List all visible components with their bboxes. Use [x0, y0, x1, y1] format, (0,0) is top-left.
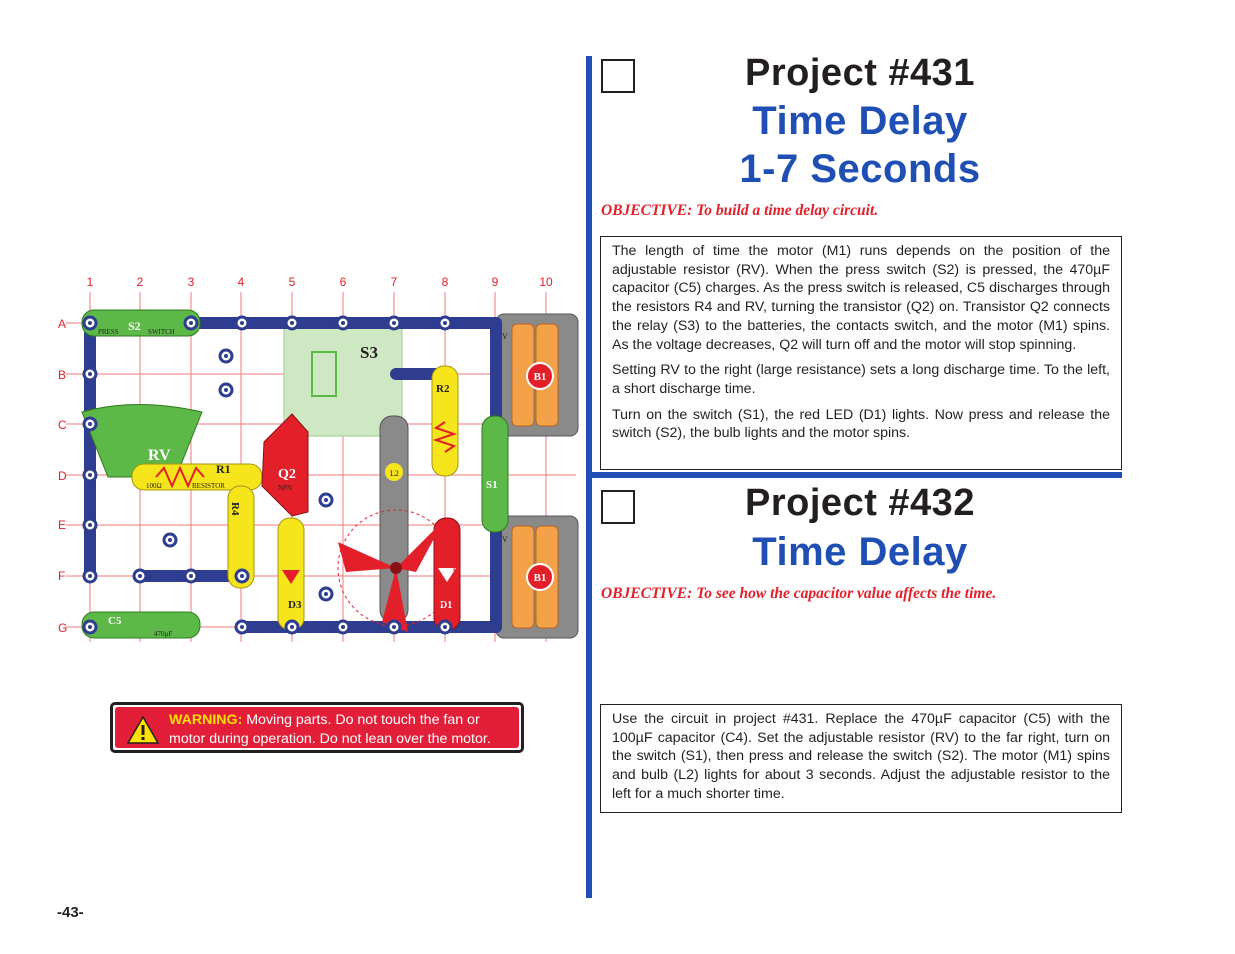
b1-label: B1 [533, 371, 547, 383]
column-labels [87, 275, 553, 289]
snap-point-center [224, 388, 228, 392]
snap-point-center [324, 592, 328, 596]
battery-b1-top [496, 314, 578, 436]
col-label: 5 [288, 275, 296, 289]
project-431-objective: OBJECTIVE: To build a time delay circuit. [601, 202, 879, 219]
project-431-paragraph-2: Setting RV to the right (large resistance) sets a long discharge time. To the left, a short discharge time. [612, 362, 1110, 397]
svg-text:S2: S2 [128, 319, 141, 333]
svg-text:L2: L2 [390, 469, 399, 478]
snap-point-center [189, 574, 193, 578]
project-432-title: Project #432 [745, 482, 975, 524]
snap-point-center [290, 625, 294, 629]
svg-text:470µF: 470µF [154, 630, 173, 638]
snap-point-center [392, 625, 396, 629]
row-label: G [58, 621, 68, 635]
project-431-subtitle-line2: 1-7 Seconds [739, 147, 981, 191]
snap-point-center [392, 321, 396, 325]
project-431-paragraph-3: Turn on the switch (S1), the red LED (D1) lights. Now press and release the switch (S2), the bulb lights and the motor spins. [612, 406, 1110, 442]
col-label: 4 [237, 275, 245, 289]
col-label: 8 [441, 275, 449, 289]
page-number: -43- [57, 904, 84, 921]
svg-text:Q2: Q2 [278, 467, 296, 482]
svg-text:S1: S1 [486, 479, 498, 491]
capacitor-c5 [82, 612, 200, 638]
col-label: 1 [86, 275, 94, 289]
snap-point-center [224, 354, 228, 358]
svg-text:100Ω: 100Ω [146, 482, 162, 490]
col-label: 9 [491, 275, 499, 289]
snap-point-center [138, 574, 142, 578]
warning-text: Moving parts. Do not touch the fan or motor during operation. Do not lean over the motor. [169, 712, 491, 747]
project-431-checkbox[interactable] [601, 59, 635, 93]
snap-point-center [168, 538, 172, 542]
project-432-objective: OBJECTIVE: To see how the capacitor value affects the time. [601, 585, 997, 602]
horizontal-divider-bar [592, 472, 1122, 478]
project-431-paragraph-1: The length of time the motor (M1) runs depends on the position of the adjustable resistor (RV). When the press switch (S2) is pressed, the 470µF capacitor (C5) charges. As the press switch is released, C5 discharges through the resistors R4 and RV, turning the transistor (Q2) on. Transistor Q2 connects the relay (S3) to the batteries, the contacts switch, and the motor (M1) spins. As the voltage decreases, Q2 will turn off and the motor will stop spinning. [612, 243, 1110, 353]
transistor-q2 [262, 414, 308, 516]
snap-point-center [443, 625, 447, 629]
svg-text:C5: C5 [108, 615, 122, 627]
snap-point-center [88, 321, 92, 325]
warning-label: WARNING: [169, 712, 243, 728]
svg-text:D3: D3 [288, 599, 302, 611]
project-431-subtitle-line1: Time Delay [752, 99, 968, 143]
svg-text:3V: 3V [498, 332, 508, 341]
project-432-subtitle: Time Delay [752, 530, 968, 574]
svg-text:B1: B1 [533, 572, 547, 584]
snap-point-center [290, 321, 294, 325]
project-432-checkbox[interactable] [601, 490, 635, 524]
row-label: E [58, 518, 67, 532]
snap-point-center [88, 422, 92, 426]
snap-point-center [88, 473, 92, 477]
snap-point-center [443, 321, 447, 325]
col-label: 3 [187, 275, 195, 289]
svg-text:SWITCH: SWITCH [148, 328, 175, 336]
project-432-description-box [600, 704, 1122, 813]
warning-triangle-icon [127, 716, 159, 744]
battery-b1-bottom [496, 516, 578, 638]
svg-text:R4: R4 [229, 502, 241, 516]
col-label: 6 [339, 275, 347, 289]
snap-point-center [324, 498, 328, 502]
svg-text:3V: 3V [498, 535, 508, 544]
project-431-description-box [600, 236, 1122, 470]
row-labels [58, 317, 67, 635]
circuit-diagram [56, 272, 580, 644]
project-432-paragraph: Use the circuit in project #431. Replace the 470µF capacitor (C5) with the 100µF capacitor (C4). Set the adjustable resistor (RV) to the far right, turn on the switch (S1), then press and release the switch (S2). The motor (M1) spins and bulb (L2) lights for about 3 seconds. Adjust the adjustable resistor to the left for a much shorter time. [612, 711, 1110, 802]
snap-point-center [240, 625, 244, 629]
svg-text:R1: R1 [216, 462, 231, 476]
snap-point-center [88, 625, 92, 629]
col-label: 2 [136, 275, 144, 289]
svg-text:D1: D1 [440, 600, 453, 611]
row-label: F [58, 569, 66, 583]
snap-point-center [341, 625, 345, 629]
row-label: C [58, 418, 67, 432]
col-label: 7 [390, 275, 398, 289]
snap-point-center [88, 372, 92, 376]
row-label: B [58, 368, 67, 382]
col-label: 10 [539, 275, 553, 289]
project-431-title: Project #431 [745, 52, 975, 94]
row-label: D [58, 469, 67, 483]
svg-text:PRESS: PRESS [98, 328, 119, 336]
snap-point-center [240, 321, 244, 325]
snap-point-center [189, 321, 193, 325]
warning-box [110, 702, 524, 753]
svg-text:NPN: NPN [278, 484, 293, 492]
slide-switch-s1 [482, 416, 508, 532]
s3-label: S3 [360, 343, 378, 362]
snap-point-center [88, 523, 92, 527]
svg-text:RESISTOR: RESISTOR [192, 482, 225, 490]
svg-text:RV: RV [148, 447, 171, 464]
snap-point-center [240, 574, 244, 578]
row-label: A [58, 317, 67, 331]
snap-point-center [88, 574, 92, 578]
svg-text:R2: R2 [436, 383, 450, 395]
snap-point-center [341, 321, 345, 325]
